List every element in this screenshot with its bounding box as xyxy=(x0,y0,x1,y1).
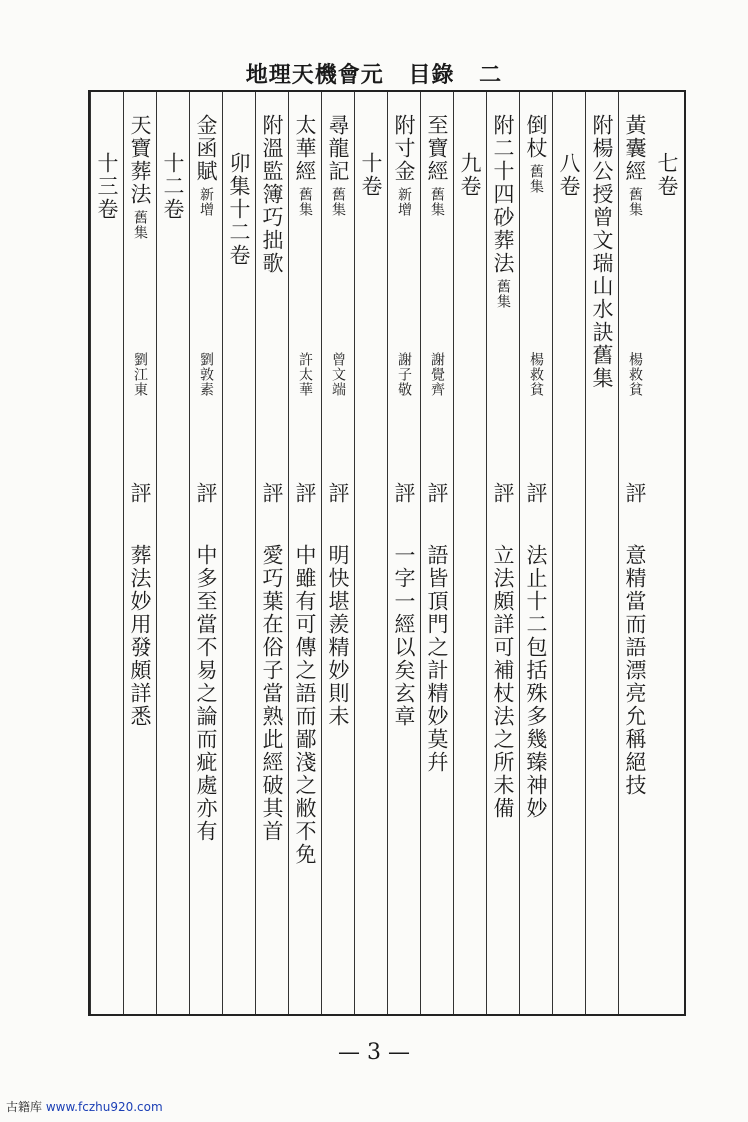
page-header xyxy=(0,58,748,89)
entry-comment: 語皆頂門之計精妙莫幷 xyxy=(425,544,449,774)
entry-title: 倒杖 xyxy=(524,114,548,160)
entry-comment: 法止十二包括殊多幾臻神妙 xyxy=(524,544,548,820)
toc-column xyxy=(156,92,189,1014)
entry-author: 謝覺齊 xyxy=(429,352,445,397)
entry-comment: 葬法妙用發頗詳悉 xyxy=(128,544,152,728)
entry-title: 附寸金 xyxy=(392,114,416,183)
entry-tag: 舊集 xyxy=(429,187,445,217)
entry-title: 附溫監簿巧拙歌 xyxy=(260,114,284,275)
entry-comment: 意精當而語漂亮允稱絕技 xyxy=(623,544,647,797)
entry-rating-mark: 評 xyxy=(392,482,416,505)
entry-comment: 一字一經以矣玄章 xyxy=(392,544,416,728)
entry-title: 附二十四砂葬法 xyxy=(491,114,515,275)
entry-comment: 中雖有可傳之語而鄙淺之敝不免 xyxy=(293,544,317,866)
entry-tag: 新增 xyxy=(396,187,412,217)
entry-author: 許太華 xyxy=(297,352,313,397)
volume-label: 十卷 xyxy=(359,152,383,198)
entry-title: 附楊公授曾文瑞山水訣舊集 xyxy=(590,114,614,390)
toc-column xyxy=(123,92,156,1014)
toc-frame xyxy=(88,90,686,1016)
volume-label: 十二卷 xyxy=(161,152,185,221)
toc-column xyxy=(585,92,618,1014)
toc-column xyxy=(90,92,123,1014)
toc-column xyxy=(618,92,651,1014)
toc-column xyxy=(222,92,255,1014)
entry-author: 劉敦素 xyxy=(198,352,214,397)
watermark xyxy=(6,1098,163,1115)
entry-title: 黃囊經 xyxy=(623,114,647,183)
header-page-cn: 二 xyxy=(479,62,503,88)
entry-title: 金函賦 xyxy=(194,114,218,183)
toc-column xyxy=(453,92,486,1014)
toc-column xyxy=(189,92,222,1014)
entry-title: 太華經 xyxy=(293,114,317,183)
entry-rating-mark: 評 xyxy=(326,482,350,505)
watermark-site: www.fczhu920.com xyxy=(45,1100,163,1114)
entry-rating-mark: 評 xyxy=(260,482,284,505)
entry-tag: 舊集 xyxy=(528,164,544,194)
toc-column xyxy=(486,92,519,1014)
entry-rating-mark: 評 xyxy=(491,482,515,505)
entry-author: 楊救貧 xyxy=(627,352,643,397)
page-number: — 3 — xyxy=(338,1040,410,1065)
toc-column xyxy=(288,92,321,1014)
entry-rating-mark: 評 xyxy=(524,482,548,505)
entry-title: 尋龍記 xyxy=(326,114,350,183)
toc-column xyxy=(321,92,354,1014)
entry-comment: 中多至當不易之論而疵處亦有 xyxy=(194,544,218,843)
entry-tag: 舊集 xyxy=(495,279,511,309)
entry-author: 謝子敬 xyxy=(396,352,412,397)
entry-tag: 舊集 xyxy=(330,187,346,217)
book-title: 地理天機會元 xyxy=(245,62,384,88)
entry-author: 曾文端 xyxy=(330,352,346,397)
toc-column xyxy=(255,92,288,1014)
entry-rating-mark: 評 xyxy=(623,482,647,505)
volume-label: 九卷 xyxy=(458,152,482,198)
entry-comment: 明快堪羨精妙則未 xyxy=(326,544,350,728)
entry-tag: 舊集 xyxy=(297,187,313,217)
entry-comment: 愛巧葉在俗子當熟此經破其首 xyxy=(260,544,284,843)
entry-tag: 舊集 xyxy=(627,187,643,217)
section-title: 目錄 xyxy=(408,62,455,88)
entry-tag: 新增 xyxy=(198,187,214,217)
entry-tag: 舊集 xyxy=(132,210,148,240)
toc-column xyxy=(420,92,453,1014)
entry-rating-mark: 評 xyxy=(425,482,449,505)
toc-column xyxy=(651,92,684,1014)
volume-label: 十三卷 xyxy=(95,152,119,221)
entry-comment: 立法頗詳可補杖法之所未備 xyxy=(491,544,515,820)
volume-label: 卯集十二卷 xyxy=(227,152,251,267)
entry-author: 劉江東 xyxy=(132,352,148,397)
entry-title: 至寶經 xyxy=(425,114,449,183)
entry-rating-mark: 評 xyxy=(128,482,152,505)
toc-column xyxy=(354,92,387,1014)
toc-column xyxy=(552,92,585,1014)
entry-rating-mark: 評 xyxy=(293,482,317,505)
entry-rating-mark: 評 xyxy=(194,482,218,505)
watermark-label: 古籍库 xyxy=(6,1100,43,1114)
toc-column xyxy=(387,92,420,1014)
volume-label: 八卷 xyxy=(557,152,581,198)
entry-title: 天寶葬法 xyxy=(128,114,152,206)
entry-author: 楊救貧 xyxy=(528,352,544,397)
toc-column xyxy=(519,92,552,1014)
volume-label: 七卷 xyxy=(655,152,679,198)
